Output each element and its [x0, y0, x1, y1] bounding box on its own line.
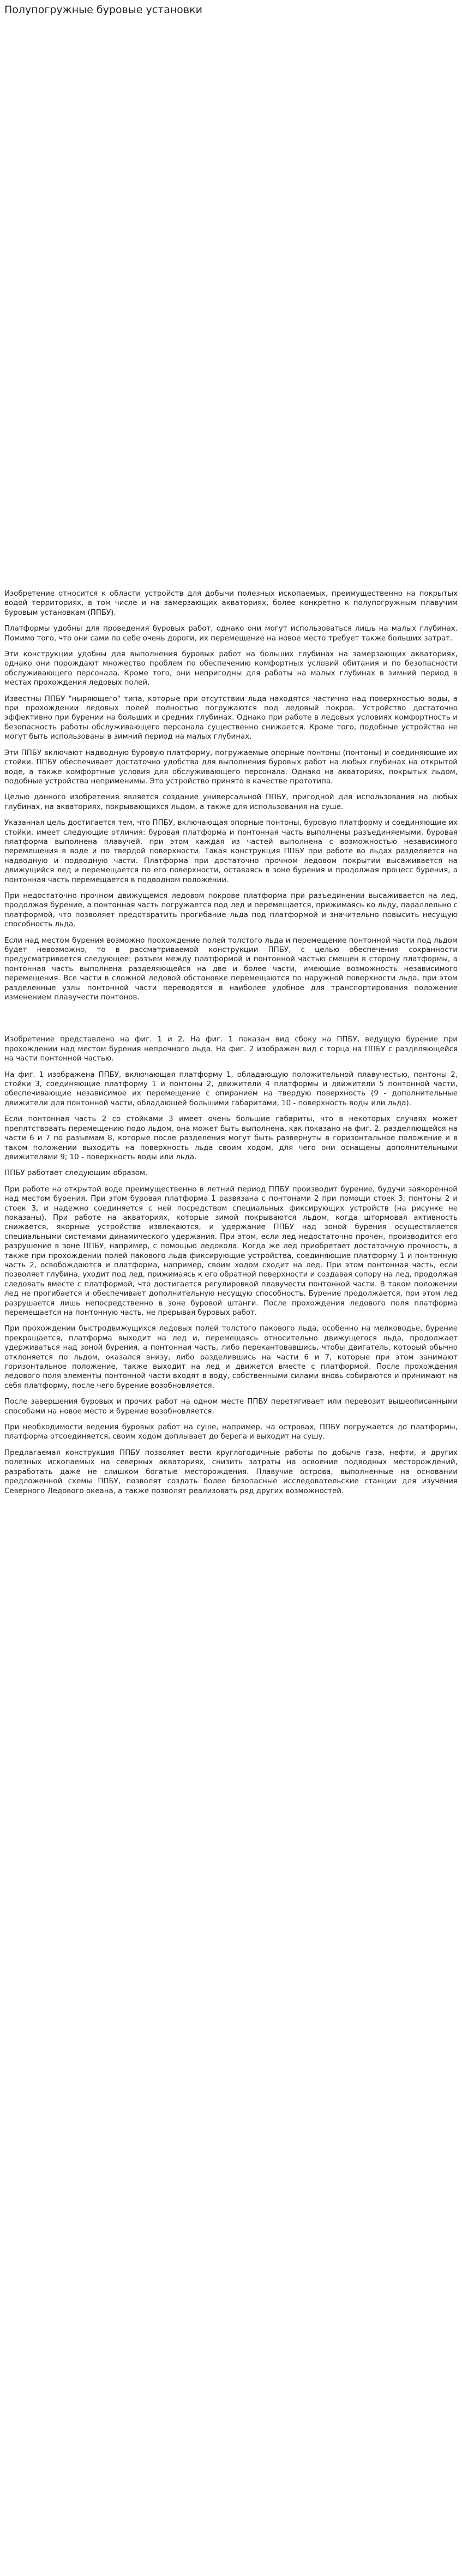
paragraph: При недостаточно прочном движущемся ледовом покрове платформа при разъединении высаживается на лед, продолжая бурение, а понтонная часть погружается под лед и перемещается, прижимаясь ко льду, параллельно с платформой, что позволяет предотвратить прогибание льда под платформой и значительно повысить несущую способность льда.	[4, 891, 458, 929]
paragraph: Эти ППБУ включают надводную буровую платформу, погружаемые опорные понтоны (понтоны) и соединяющие их стойки. ППБУ обеспечивает достаточно удобства для выполнения буровых работ на любых глубинах на открытой воде, а также комфортные условия для обслуживающего персонала. Однако на акваториях, покрытых льдом, подобные устройства неприменимы. Это устройство принято в качестве прототипа.	[4, 748, 458, 786]
paragraph: Изобретение представлено на фиг. 1 и 2. На фиг. 1 показан вид сбоку на ППБУ, ведущую бурение при прохождении над местом бурения непрочного льда. На фиг. 2 изображен вид с торца на ППБУ с разделяющейся на части понтонной частью.	[4, 1035, 458, 1063]
paragraph: Указанная цель достигается тем, что ППБУ, включающая опорные понтоны, буровую платформу и соединяющие их стойки, имеет следующие отличия: буровая платформа и понтонная часть выполнены разъединяемыми, буровая платформа выполнена плавучей, при этом каждая из частей выполнена с возможностью независимого перемещения в воде и по твердой поверхности. Такая конструкция ППБУ при работе во льдах разделяется на надводную и подводную части. Платформа при достаточно прочном ледовом покрытии высаживается на движущийся лед и перемещается по его поверхности, оставаясь в зоне бурения и продолжая процесс бурения, а понтонная часть перемещается в подводном положении.	[4, 819, 458, 884]
paragraph: При прохождении быстродвижущихся ледовых полей толстого пакового льда, особенно на мелководье, бурение прекращается, платформа выходит на лед и, перемещаясь относительно движущегося льда, продолжает удерживаться над зоной бурения, а понтонная часть, либо перекантовавшись, чтобы двигатель, который обычно отклоняется по льдом, оказался внизу, либо разделившись на части 6 и 7, которые при этом занимают горизонтальное положение, также выходит на лед и движется вместе с платформой. После прохождения ледового поля элементы понтонной части входят в воду, собственными силами вновь собираются и принимают на себя платформу, после чего бурение возобновляется.	[4, 1325, 458, 1390]
blank-region	[4, 16, 458, 589]
paragraph: Если над местом бурения возможно прохождение полей толстого льда и перемещение понтонной части под льдом будет невозможно, то в рассматриваемой конструкции ППБУ, с целью обеспечения сохранности предусматривается следующее: разъем между платформой и понтонной частью смещен в сторону платформы, а понтонная часть выполнена разделяющейся на две и более части, имеющие возможность независимого перемещения. Все части в сложной ледовой обстановке перемещаются по наружной поверхности льда, при этом разделенные узлы понтонной части переводятся в наиболее удобное для транспортирования положение изменением плавучести понтонов.	[4, 936, 458, 1002]
paragraph: ППБУ работает следующим образом.	[4, 1169, 148, 1178]
paragraph: Целью данного изобретения является создание универсальной ППБУ, пригодной для использования на любых глубинах, на акваториях, покрывающихся льдом, а также для использования на суше.	[4, 793, 458, 811]
paragraph: Эти конструкции удобны для выполнения буровых работ на больших глубинах на замерзающих акваториях, однако они порождают множество проблем по обеспечению комфортных условий обитания и по безопасности обслуживающего персонала. Кроме того, они непригодны для работы на малых глубинах в зимний период в местах прохождения ледовых полей.	[4, 650, 458, 687]
paragraph: При необходимости ведения буровых работ на суше, например, на островах, ППБУ погружается до платформы, платформа отсоединяется, своим ходом доплывает до берега и выходит на сушу.	[4, 1423, 458, 1441]
paragraph: При работе на открытой воде преимущественно в летний период ППБУ производит бурение, будучи заякоренной над местом бурения. При этом буровая платформа 1 развязана с понтонами 2 при помощи стоек 3; понтоны 2 и стоек 3, и надежно соединяется с ней посредством специальных фиксирующих устройств (на рисунке не показаны). При работе на акваториях, которые зимой покрываются льдом, когда штормовая активность снижается, якорные устройства извлекаются, и удержание ППБУ над зоной бурения осуществляется специальными системами динамического удержания. При этом, если лед недостаточно прочен, производится его разрушение в зоне ППБУ, например, с помощью ледокола. Когда же лед приобретает достаточную прочность, а также при прохождении полей пакового льда фиксирующие устройства, соединяющие платформу 1 и понтонную часть 2, освобождаются и платформа, например, своим ходом сходит на лед. При этом понтонная часть, если позволяет глубина, уходит под лед, прижимаясь к его обратной поверхности и создавая сопору на лед, продолжая следовать вместе с платформой, что достигается регулировкой плавучести понтонной части. В таком положении лед не прогибается и обеспечивает дополнительную несущую способность. Бурение продолжается, при этом лед разрушается лишь непосредственно в зоне буровой штанги. После прохождения ледового поля платформа перемещается на понтонную часть, не прерывая буровых работ.	[4, 1185, 458, 1317]
paragraph: После завершения буровых и прочих работ на одном месте ППБУ перетягивает или перевозит вышеописанными способами на новое место и бурение возобновляется.	[4, 1398, 458, 1416]
paragraph: Предлагаемая конструкция ППБУ позволяет вести круглогодичные работы по добыче газа, нефти, и других полезных ископаемых на северных акваториях, снизить затраты на освоение подводных месторождений, разработать даже не слишком богатые месторождения. Плавучие острова, выполненные на основании предложенной схемы ППБУ, позволят создать более безопасные исследовательские станции для изучения Северного Ледового океана, а также позволят реализовать ряд других возможностей.	[4, 1448, 458, 1495]
page-title: Полупогружные буровые установки	[4, 4, 202, 16]
paragraph: Изобретение относится к области устройств для добычи полезных ископаемых, преимущественно на покрытых водой территориях, в том числе и на замерзающих акваториях, более конкретно к полупогружным плавучим буровым установкам (ППБУ).	[4, 590, 458, 617]
section-gap	[4, 1009, 458, 1035]
paragraph: Платформы удобны для проведения буровых работ, однако они могут использоваться лишь на малых глубинах. Помимо того, что они сами по себе очень дороги, их перемещение на новое место требует также больших затрат.	[4, 625, 458, 643]
paragraph: На фиг. 1 изображена ППБУ, включающая платформу 1, обладающую положительной плавучестью, понтоны 2, стойки 3, соединяющие платформу 1 и понтоны 2, движители 4 платформы и движители 5 понтонной части, обеспечивающие независимое их перемещение с опиранием на твердую поверхность (9 - дополнительные движители для понтонной части, обладающей большими габаритами, 10 - поверхность воды или льда).	[4, 1070, 458, 1107]
paragraph: Известны ППБУ "ныряющего" типа, которые при отсутствии льда находятся частично над поверхностью воды, а при прохождении ледовых полей полностью погружаются под ледовый покров. Устройство достаточно эффективно при бурении на больших и средних глубинах. Однако при работе в ледовых условиях комфортность и безопасность работы обслуживающего персонала существенно снижается. Кроме того, подобные устройства не могут быть использованы в зимний период на малых глубинах.	[4, 694, 458, 741]
paragraph: Если понтонная часть 2 со стойками 3 имеет очень большие габариты, что в некоторых случаях может препятствовать перемещению подо льдом, она может быть выполнена, как показано на фиг. 2, разделяющейся на части 6 и 7 по разъемам 8, которые после разделения могут быть развернуты в горизонтальное положение и в таком положении выходить на поверхность льда своим ходом, для чего они оснащены дополнительными движителями 9; 10 - поверхность воды или льда.	[4, 1115, 458, 1161]
